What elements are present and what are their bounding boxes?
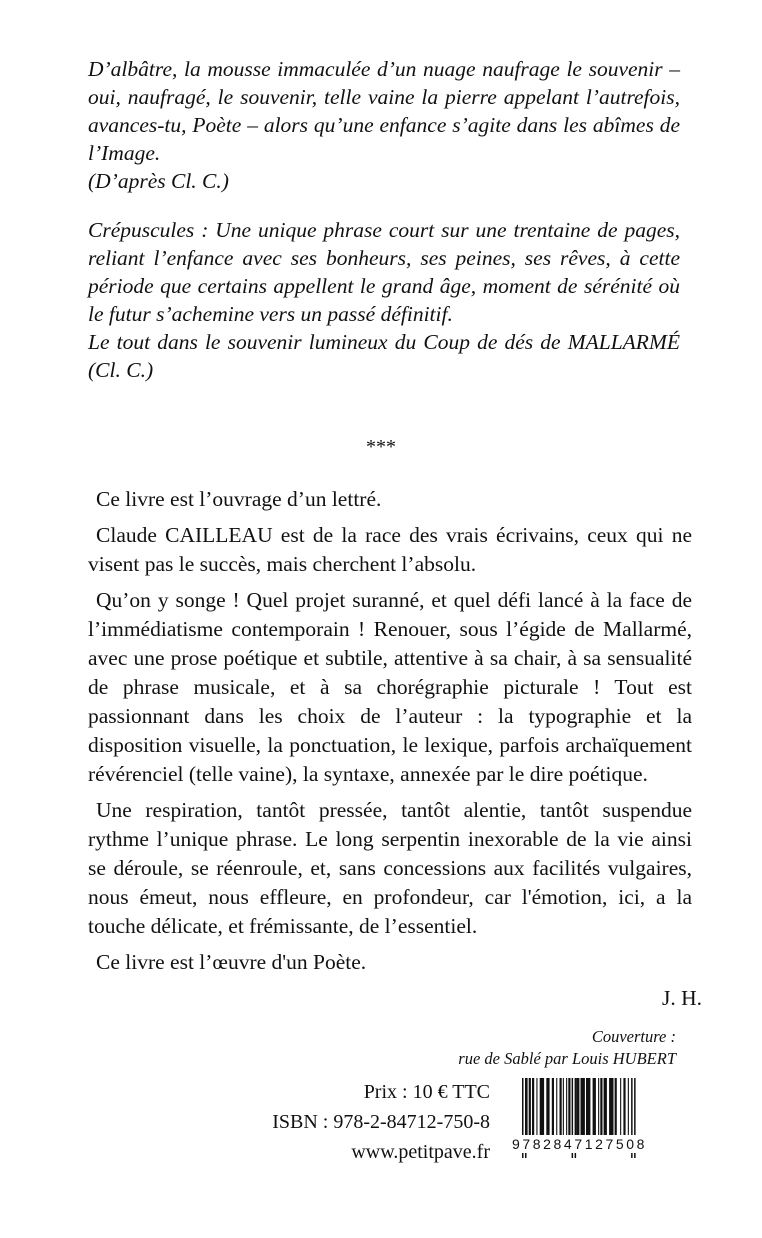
barcode-bar: [566, 1078, 567, 1138]
barcode-bar: [615, 1078, 617, 1138]
review-text: [88, 485, 692, 984]
barcode-bar: [529, 1078, 531, 1138]
barcode-bar: [540, 1078, 544, 1138]
quote-2-attribution: Le tout dans le souvenir lumineux du Coup de dés de MALLARMÉ (Cl. C.): [88, 330, 680, 382]
website-link[interactable]: www.petitpave.fr: [351, 1141, 490, 1163]
quote-block-2: [88, 216, 680, 384]
barcode-bar: [598, 1078, 599, 1138]
review-paragraph: Une respiration, tantôt pressée, tantôt alentie, tantôt suspendue rythme l’unique phrase. Le long serpentin inexorable de la vie ainsi se déroule, se réenroule, et, sans concessions aux facilités vulgaires, nous émeut, nous effleure, en profondeur, car l'émotion, ici, a la touche délicate, et frémissante, de l’essentiel.: [88, 798, 692, 938]
cover-credit: [458, 1026, 676, 1070]
barcode-bar: [609, 1078, 613, 1138]
barcode-bar: [576, 1078, 579, 1138]
barcode-number: 9782847127508: [512, 1135, 672, 1153]
barcode-bar: [586, 1078, 590, 1138]
review-signature: J. H.: [661, 986, 702, 1010]
quote-1-text: D’albâtre, la mousse immaculée d’un nuage naufrage le souvenir – oui, naufragé, le souvenir, telle vaine la pierre appelant l’autrefois, avances-tu, Poète – alors qu’une enfance s’agite dans les abîmes de l’Image.: [88, 57, 680, 165]
publication-info: [220, 1077, 490, 1167]
review-paragraph: Qu’on y songe ! Quel projet suranné, et quel défi lancé à la face de l’immédiatisme contemporain ! Renouer, sous l’égide de Mallarmé, avec une prose poétique et subtile, attentive à sa chair, à sa sensualité de phrase musicale, et à sa chorégraphie picturale ! Tout est passionnant dans les choix de l’auteur : la typographie et la disposition visuelle, la ponctuation, le lexique, parfois archaïquement révérenciel (telle vaine), la syntaxe, annexée par le dire poétique.: [88, 588, 692, 786]
review-paragraph: Claude CAILLEAU est de la race des vrais écrivains, ceux qui ne visent pas le succès, mais cherchent l’absolu.: [88, 523, 692, 576]
quote-block-1: [88, 55, 680, 195]
barcode-bar: [628, 1078, 629, 1138]
review-paragraph: Ce livre est l’œuvre d'un Poète.: [96, 950, 367, 974]
cover-credit-label: Couverture :: [591, 1027, 676, 1046]
review-paragraph: Ce livre est l’ouvrage d’un lettré.: [96, 487, 382, 511]
barcode-bar: [623, 1078, 625, 1138]
barcode-bar: [593, 1078, 596, 1138]
barcode-bar: [560, 1078, 562, 1138]
barcode-bar: [552, 1078, 554, 1138]
cover-credit-text: rue de Sablé par Louis HUBERT: [458, 1049, 676, 1068]
barcode-bar: [536, 1078, 537, 1138]
isbn: ISBN : 978-2-84712-750-8: [272, 1111, 490, 1133]
barcode-bar: [527, 1078, 528, 1138]
barcode-bar: [556, 1078, 557, 1138]
quote-1-attribution: (D’après Cl. C.): [88, 169, 229, 193]
barcode-bar: [620, 1078, 621, 1138]
section-separator: ***: [366, 436, 396, 458]
barcode-bar: [563, 1078, 564, 1138]
price: Prix : 10 € TTC: [363, 1081, 490, 1103]
barcode-bar: [581, 1078, 585, 1138]
barcode-bar: [532, 1078, 534, 1138]
barcode-bar: [604, 1078, 607, 1138]
barcode-bar: [600, 1078, 602, 1138]
barcode-bar: [546, 1078, 549, 1138]
barcode-bar: [568, 1078, 570, 1138]
quote-2-text: Crépuscules : Une unique phrase court sur une trentaine de pages, reliant l’enfance avec ses bonheurs, ses peines, ses rêves, à cette période que certains appellent le grand âge, moment de sérénité où le futur s’achemine vers un passé définitif.: [88, 218, 680, 326]
